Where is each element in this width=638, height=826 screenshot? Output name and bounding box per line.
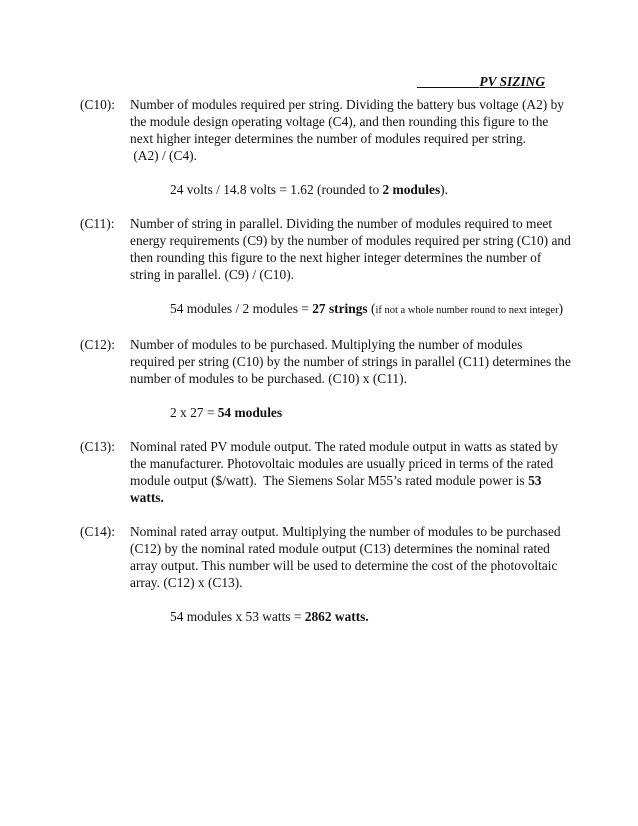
item-line (130, 472, 550, 489)
item-label: (C11): (80, 216, 115, 231)
item-line: Nominal rated PV module output. The rated module output in watts as stated by (130, 439, 558, 454)
item-label: (C12): (80, 337, 115, 352)
item-body (130, 336, 571, 387)
calc-text: 54 modules / 2 modules = (170, 301, 313, 316)
calc-result: 2862 watts. (304, 609, 369, 624)
header-title: PV SIZING (479, 74, 545, 89)
item-line (130, 489, 550, 506)
calc-result: 27 strings (312, 301, 368, 316)
header-rule (417, 87, 479, 88)
item-line: (A2) / (C4). (130, 148, 197, 163)
item-line: Nominal rated array output. Multiplying the number of modules to be purchased (130, 524, 561, 539)
module-power-unit: watts. (130, 490, 164, 505)
calculation (170, 181, 550, 198)
calc-close-paren: ) (558, 301, 564, 316)
item-body (130, 523, 561, 591)
calculation (170, 404, 550, 421)
item-line: next higher integer determines the number of modules required per string. (130, 131, 527, 146)
item-line: energy requirements (C9) by the number of modules required per string (C10) and (130, 233, 571, 248)
item-line: the manufacturer. Photovoltaic modules are usually priced in terms of the rated (130, 456, 554, 471)
item-c10 (80, 96, 564, 198)
item-label: (C13): (80, 439, 115, 454)
calc-text: 2 x 27 = (170, 405, 218, 420)
item-line: array output. This number will be used to determine the cost of the photovoltaic (130, 558, 558, 573)
items-list (80, 96, 571, 642)
item-c12 (80, 336, 571, 421)
item-line: Number of modules required per string. Dividing the battery bus voltage (A2) by (130, 97, 564, 112)
item-line: Number of string in parallel. Dividing the number of modules required to meet (130, 216, 553, 231)
item-line: Number of modules to be purchased. Multiplying the number of modules (130, 337, 523, 352)
calculation (170, 608, 550, 625)
calc-note: if not a whole number round to next integer (375, 305, 559, 316)
item-line: array. (C12) x (C13). (130, 575, 243, 590)
item-line: required per string (C10) by the number of strings in parallel (C11) determines the (130, 354, 571, 369)
page-header (417, 73, 545, 90)
item-label: (C14): (80, 524, 115, 539)
item-body (130, 438, 558, 506)
item-line: (C12) by the nominal rated module output (C13) determines the nominal rated (130, 541, 550, 556)
calc-result: 54 modules (217, 405, 283, 420)
calc-result: 2 modules (382, 182, 441, 197)
item-c11 (80, 215, 571, 319)
item-c13 (80, 438, 558, 506)
module-power-value: 53 (528, 473, 542, 488)
item-line: string in parallel. (C9) / (C10). (130, 267, 295, 282)
calculation (170, 300, 564, 319)
calc-text: 24 volts / 14.8 volts = 1.62 (rounded to (170, 182, 383, 197)
item-line: number of modules to be purchased. (C10) x (C11). (130, 371, 407, 386)
item-line: then rounding this figure to the next higher integer determines the number of (130, 250, 542, 265)
item-c14 (80, 523, 561, 625)
item-body (130, 96, 564, 164)
item-label: (C10): (80, 97, 115, 112)
item-line-text: module output ($/watt). The Siemens Solar M55’s rated module power is (130, 473, 529, 488)
calc-text: 54 modules x 53 watts = (170, 609, 305, 624)
calc-open-paren: ( (367, 301, 376, 316)
item-line: the module design operating voltage (C4), and then rounding this figure to the (130, 114, 549, 129)
calc-text-tail: ). (440, 182, 448, 197)
item-body (130, 215, 571, 283)
